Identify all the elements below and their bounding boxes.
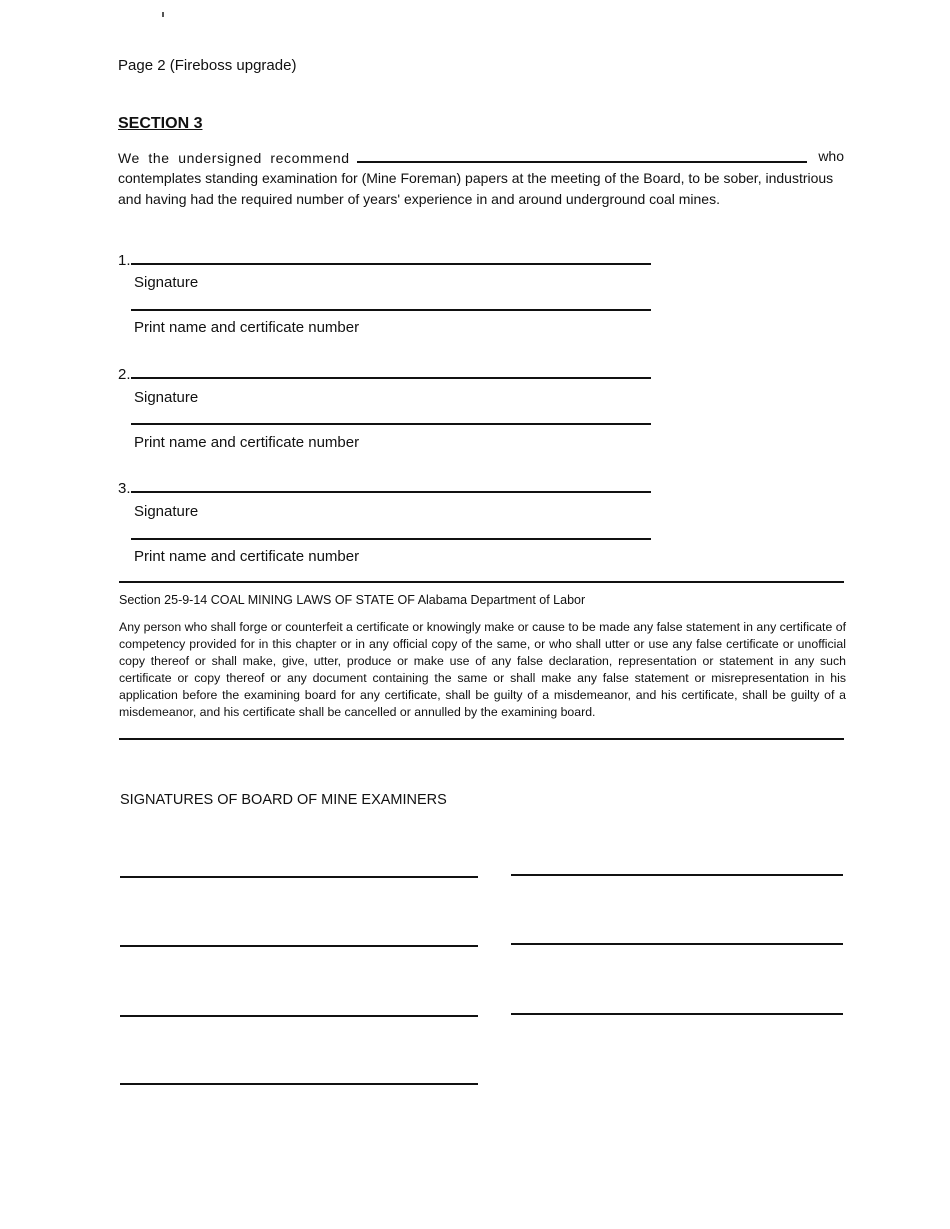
- signer-2-signature-field[interactable]: [131, 377, 651, 379]
- signer-3-signature-field[interactable]: [131, 491, 651, 493]
- scan-mark: [162, 12, 164, 17]
- signer-3-signature-label: Signature: [134, 503, 199, 520]
- board-signature-line-1[interactable]: [120, 876, 478, 878]
- law-title: Section 25-9-14 COAL MINING LAWS OF STATE OF Alabama Department of Labor: [119, 593, 586, 607]
- recommendation-text: We the undersigned recommend: [118, 150, 350, 166]
- signer-1-number: 1.: [118, 252, 131, 269]
- section-divider-bottom: [119, 738, 844, 740]
- signer-3-print-field[interactable]: [131, 538, 651, 540]
- board-signature-line-4[interactable]: [511, 943, 843, 945]
- signer-1-signature-field[interactable]: [131, 263, 651, 265]
- board-signature-line-7[interactable]: [120, 1083, 478, 1085]
- recommended-name-field[interactable]: [357, 161, 807, 163]
- section-divider-top: [119, 581, 844, 583]
- board-signatures-title: SIGNATURES OF BOARD OF MINE EXAMINERS: [120, 792, 447, 808]
- law-body: Any person who shall forge or counterfeit a certificate or knowingly make or cause to be made any false statement in any certificate of competency provided for in this chapter or in any official copy of the same, or who shall utter or use any false certificate or unofficial copy thereof or shall make, give, utter, produce or make use of any false declaration, representation or statement in any such certificate or copy thereof or any document containing the same or shall make any false statement or misrepresentation in his application before the examining board for any certificate, shall be guilty of a misdemeanor, and his certificate, shall be guilty of a misdemeanor, and his certificate shall be cancelled or annulled by the examining board.: [119, 620, 846, 719]
- recommendation-who: who: [818, 148, 844, 164]
- recommendation-continuation: contemplates standing examination for (Mine Foreman) papers at the meeting of the Board, to be sober, industrious and having had the required number of years' experience in and around underground coal mines.: [118, 170, 834, 207]
- signer-2-number: 2.: [118, 366, 131, 383]
- section-title: SECTION 3: [118, 115, 203, 132]
- signer-3-print-label: Print name and certificate number: [134, 548, 360, 565]
- board-signature-line-3[interactable]: [120, 945, 478, 947]
- recommendation-row: [118, 147, 844, 167]
- board-signature-line-2[interactable]: [511, 874, 843, 876]
- signer-1-print-label: Print name and certificate number: [134, 319, 360, 336]
- page-label: Page 2 (Fireboss upgrade): [118, 57, 297, 74]
- signer-2-signature-label: Signature: [134, 389, 199, 406]
- signer-1-signature-label: Signature: [134, 274, 199, 291]
- board-signature-line-5[interactable]: [120, 1015, 478, 1017]
- signer-1-print-field[interactable]: [131, 309, 651, 311]
- signer-2-print-label: Print name and certificate number: [134, 434, 360, 451]
- signer-2-print-field[interactable]: [131, 423, 651, 425]
- board-signature-line-6[interactable]: [511, 1013, 843, 1015]
- signer-3-number: 3.: [118, 480, 131, 497]
